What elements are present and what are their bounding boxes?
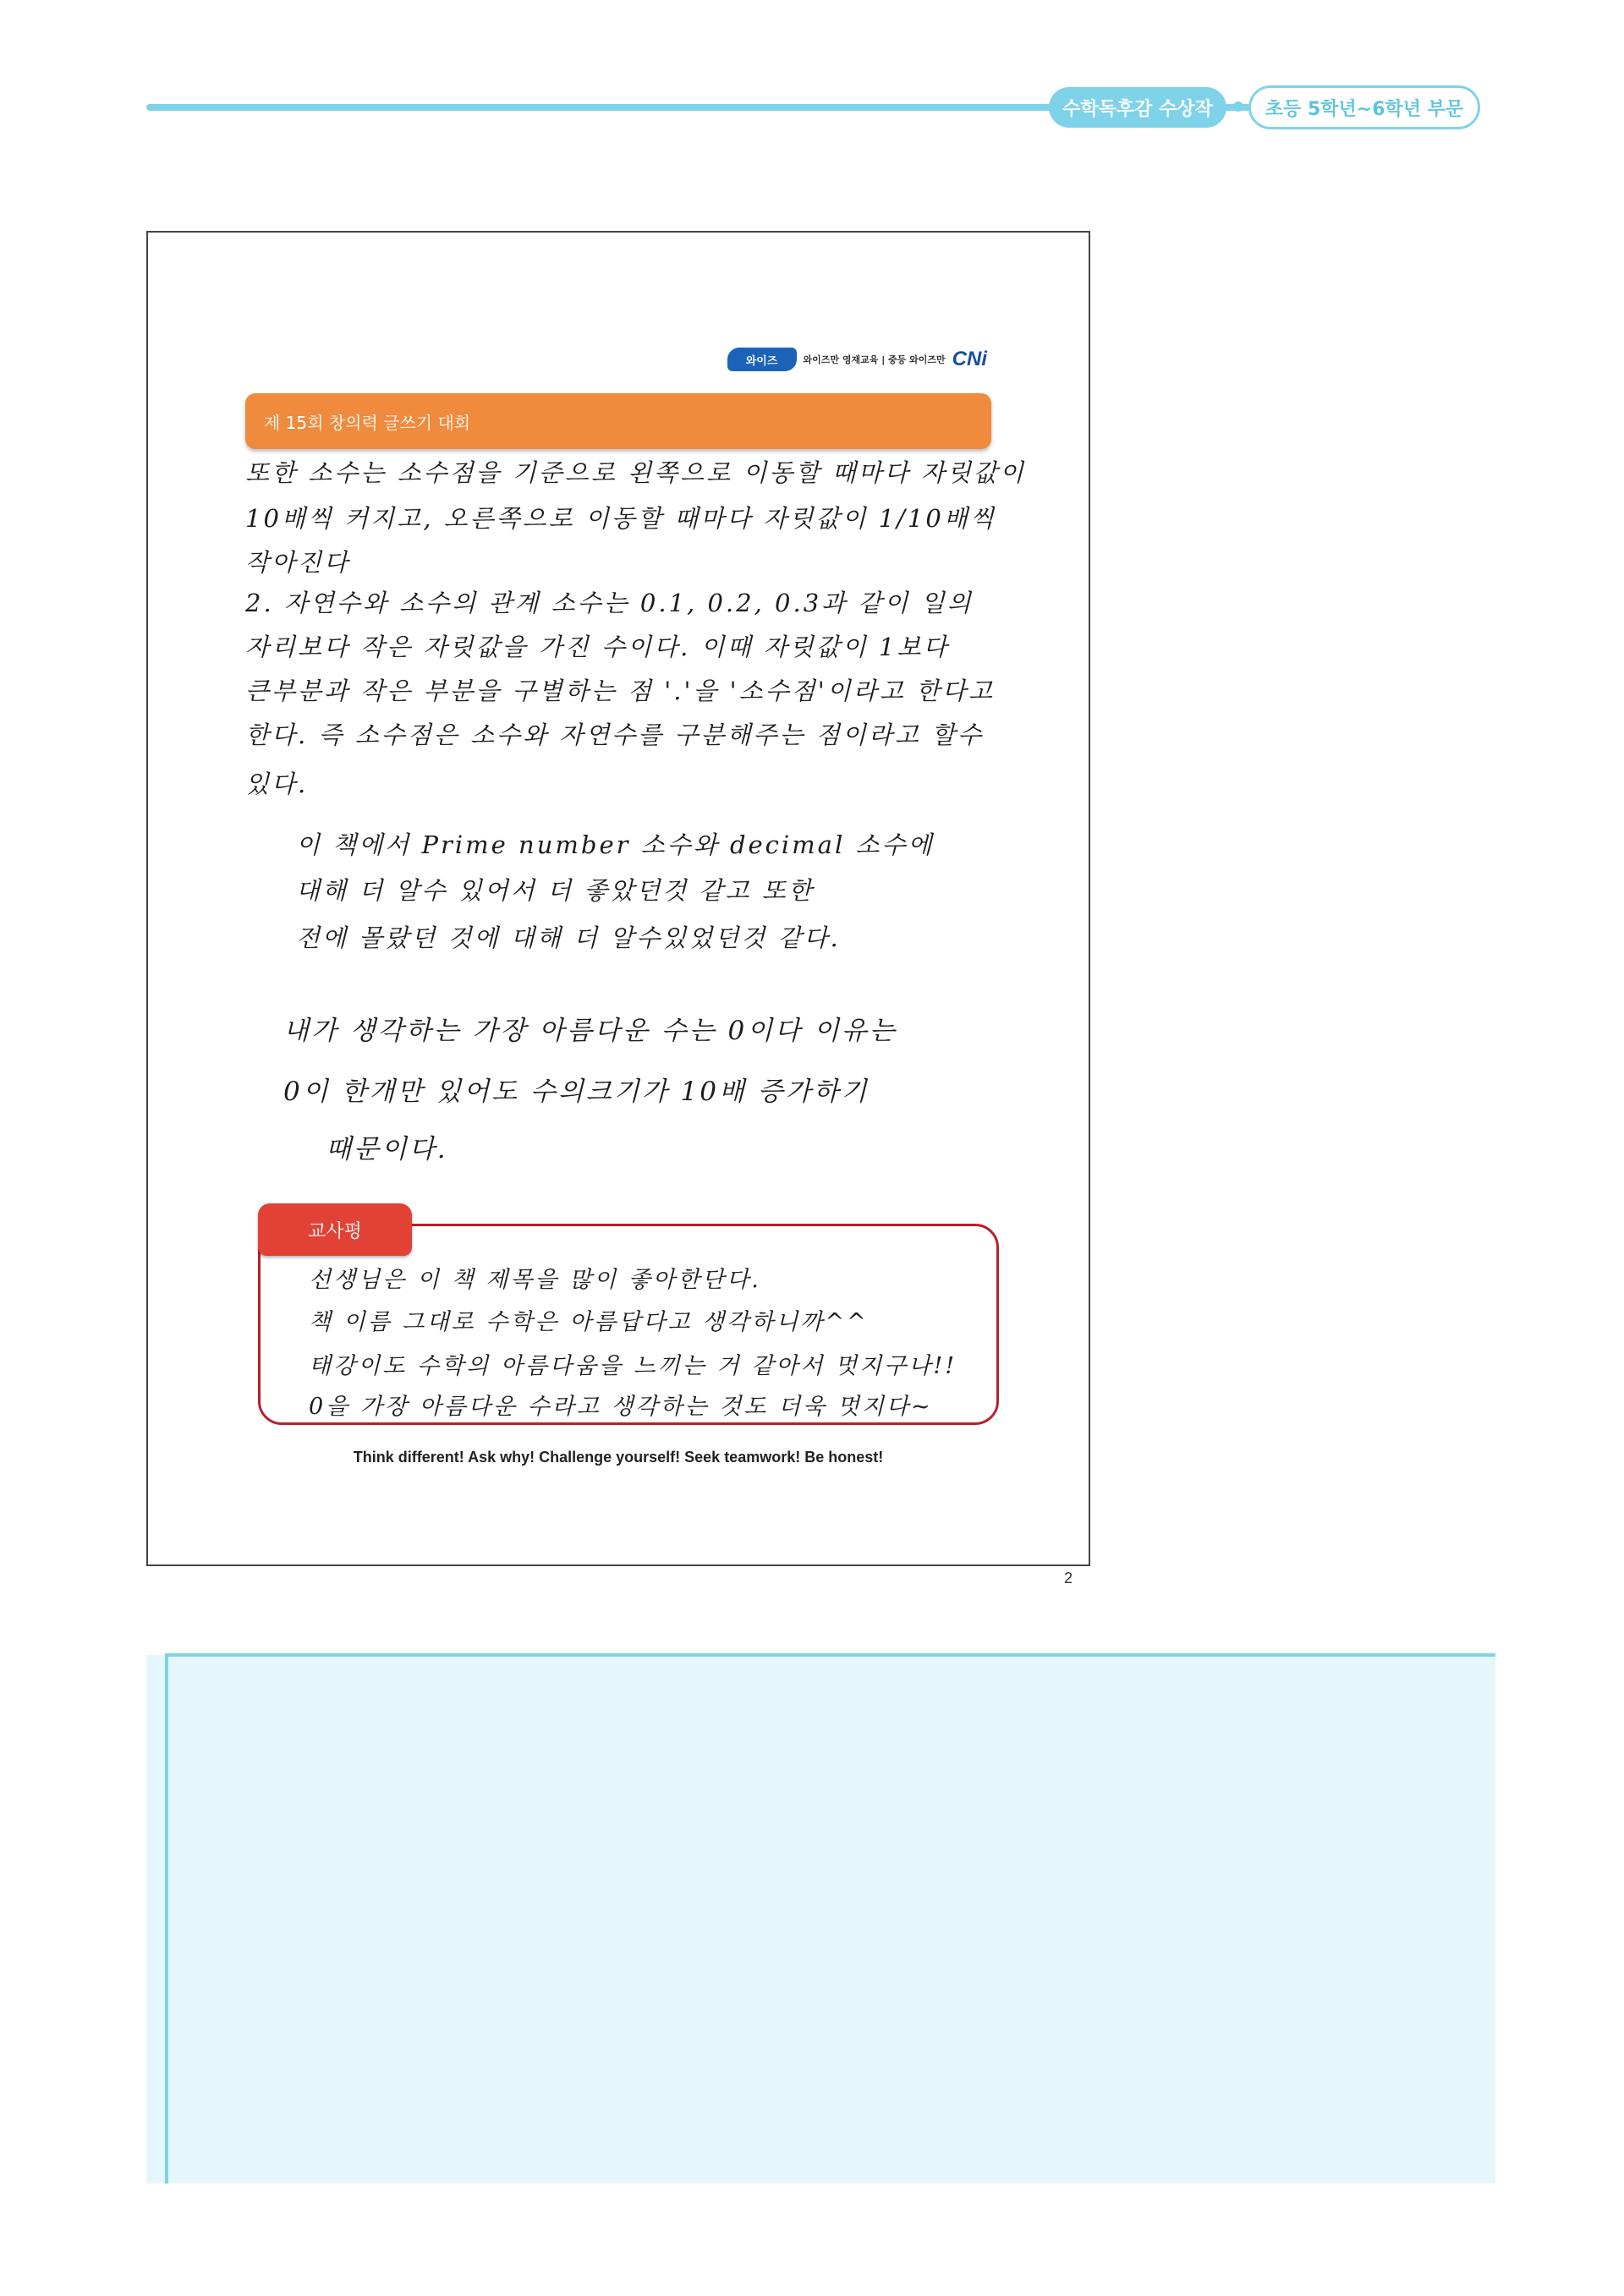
- sponsor-logos: [727, 347, 987, 372]
- teacher-comment-line: 0을 가장 아름다운 수라고 생각하는 것도 더욱 멋지다~: [309, 1394, 933, 1420]
- essay-line: 또한 소수는 소수점을 기준으로 왼쪽으로 이동할 때마다 자릿값이: [245, 458, 1026, 487]
- contest-title-bar: [245, 393, 991, 449]
- essay-line: 내가 생각하는 가장 아름다운 수는 0이다 이유는: [283, 1016, 897, 1046]
- essay-line: 있다.: [245, 770, 309, 798]
- award-badge: 수학독후감 수상작: [1049, 87, 1226, 128]
- essay-line: 자리보다 작은 자릿값을 가진 수이다. 이때 자릿값이 1보다: [245, 633, 950, 661]
- essay-line: 전에 몰랐던 것에 대해 더 알수있었던것 같다.: [296, 923, 841, 952]
- essay-line: 한다. 즉 소수점은 소수와 자연수를 구분해주는 점이라고 할수: [245, 721, 985, 749]
- essay-line: 큰부분과 작은 부분을 구별하는 점 '.'을 '소수점'이라고 한다고: [245, 677, 995, 705]
- essay-line: 이 책에서 Prime number 소수와 decimal 소수에: [296, 830, 935, 859]
- contest-title: 제 15회 창의력 글쓰기 대회: [264, 412, 471, 433]
- teacher-comment-line: 선생님은 이 책 제목을 많이 좋아한단다.: [309, 1267, 761, 1293]
- lower-panel: [146, 1655, 1495, 2184]
- teacher-comment-line: 태강이도 수학의 아름다움을 느끼는 거 같아서 멋지구나!!: [309, 1353, 957, 1379]
- essay-line: 때문이다.: [326, 1134, 448, 1164]
- header-dot: [1233, 101, 1243, 112]
- scanned-essay-page: [146, 231, 1090, 1566]
- teacher-comment-tab: 교사평: [258, 1203, 412, 1256]
- sponsor-text: 와이즈만 영재교육 | 중등 와이즈만: [803, 354, 946, 365]
- panel-top-border: [165, 1653, 1495, 1657]
- motto: Think different! Ask why! Challenge yourself! Seek teamwork! Be honest!: [353, 1449, 884, 1466]
- wiseman-logo: 와이즈: [727, 348, 797, 371]
- essay-line: 대해 더 알수 있어서 더 좋았던것 같고 또한: [296, 876, 815, 905]
- page-number: 2: [1064, 1570, 1073, 1586]
- panel-left-border: [165, 1653, 168, 2184]
- cni-logo: CNi: [952, 348, 987, 370]
- teacher-comment-line: 책 이름 그대로 수학은 아름답다고 생각하니까^^: [309, 1309, 869, 1335]
- grade-badge: 초등 5학년~6학년 부문: [1248, 85, 1480, 129]
- essay-line: 작아진다: [245, 548, 351, 577]
- essay-line: 0이 한개만 있어도 수의크기가 10배 증가하기: [283, 1077, 870, 1107]
- essay-line: 10배씩 커지고, 오른쪽으로 이동할 때마다 자릿값이 1/10배씩: [245, 504, 996, 533]
- essay-line: 2. 자연수와 소수의 관계 소수는 0.1, 0.2, 0.3과 같이 일의: [245, 589, 974, 617]
